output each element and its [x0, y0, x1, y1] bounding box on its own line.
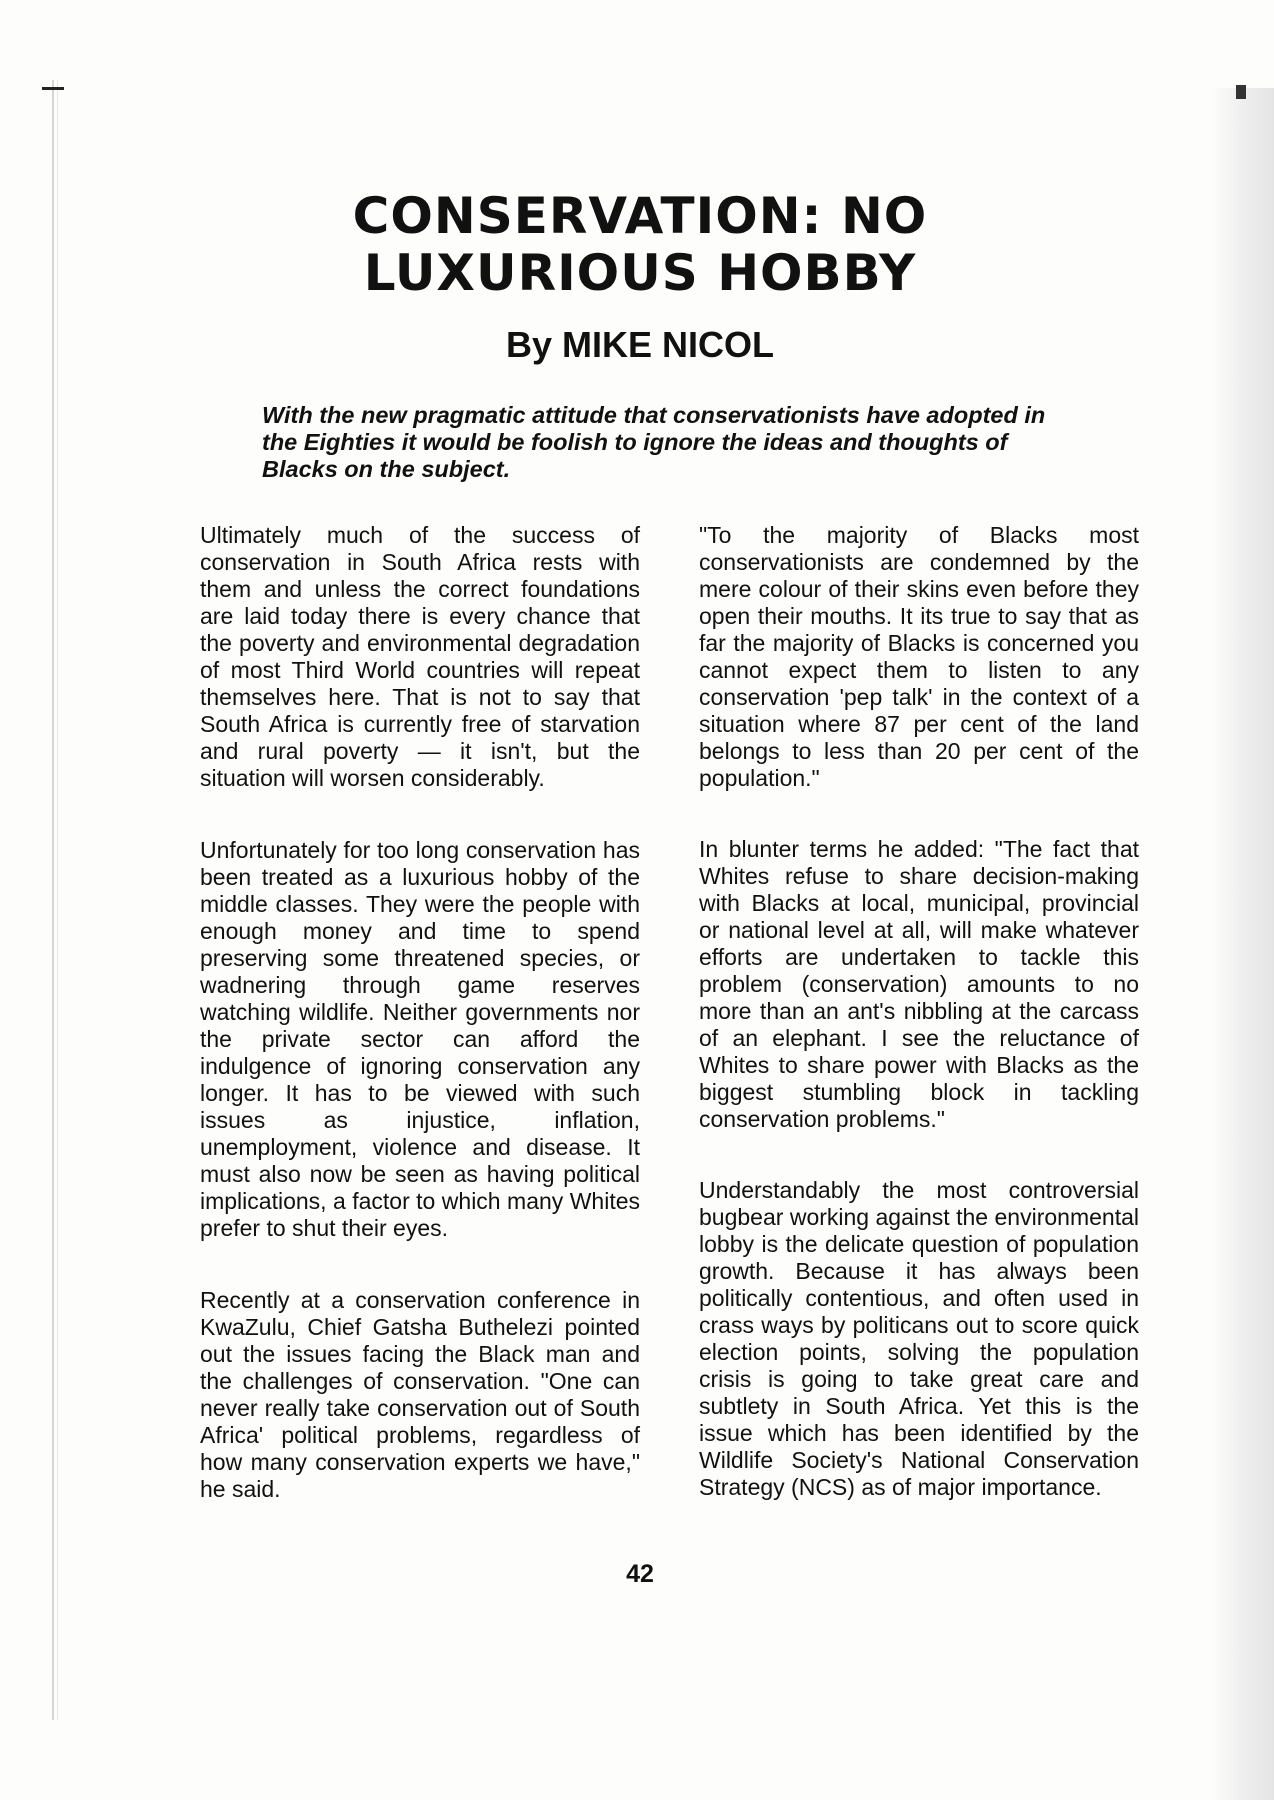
scan-edge-left — [52, 80, 54, 1720]
left-column — [200, 522, 640, 1503]
right-column — [699, 522, 1139, 1501]
scan-edge-left-inner — [57, 80, 58, 1720]
paragraph: In blunter terms he added: "The fact that Whites refuse to share decision-making with Blacks at local, municipal, provincial or national level at all, will make whatever efforts are undertaken to tackle this problem (conservation) amounts to no more than an ant's nibbling at the carcass of an elephant. I see the reluctance of Whites to share power with Blacks as the biggest stumbling block in tackling conservation problems." — [699, 836, 1139, 1132]
paragraph: Understandably the most controversial bugbear working against the environmental lobby is the delicate question of population growth. Because it has always been politically contentious, and often used in crass ways by politicans out to score quick election points, solving the population crisis is going to take great care and subtlety in South Africa. Yet this is the issue which has been identified by the Wildlife Society's National Conservation Strategy (NCS) as of major importance. — [699, 1177, 1139, 1500]
paragraph: "To the majority of Blacks most conservationists are condemned by the mere colour of their skins even before they open their mouths. It its true to say that as far the majority of Blacks is concerned you cannot expect them to listen to any conservation 'pep talk' in the context of a situation where 87 per cent of the land belongs to less than 20 per cent of the population." — [699, 522, 1139, 791]
article-byline: By MIKE NICOL — [505, 324, 774, 365]
paragraph: Unfortunately for too long conservation has been treated as a luxurious hobby of the middle classes. They were the people with enough money and time to spend preserving some threatened species, or wadnering through game reserves watching wildlife. Neither governments nor the private sector can afford the indulgence of ignoring conservation any longer. It has to be viewed with such issues as injustice, inflation, unemployment, violence and disease. It must also now be seen as having political implications, a factor to which many Whites prefer to shut their eyes. — [200, 837, 640, 1241]
paragraph: Ultimately much of the success of conservation in South Africa rests with them and unless the correct foundations are laid today there is every chance that the poverty and environmental degradation of most Third World countries will repeat themselves here. That is not to say that South Africa is currently free of starvation and rural poverty — it isn't, but the situation will worsen considerably. — [200, 522, 640, 791]
paragraph: Recently at a conservation conference in KwaZulu, Chief Gatsha Buthelezi pointed out the issues facing the Black man and the challenges of conservation. "One can never really take conservation out of South Africa' political problems, regardless of how many conservation experts we have," he said. — [200, 1287, 640, 1502]
scan-edge-right — [1210, 88, 1274, 1800]
article-title: CONSERVATION: NO LUXURIOUS HOBBY — [352, 187, 928, 302]
page-number: 42 — [626, 1560, 654, 1588]
scan-mark-left — [42, 87, 64, 90]
scan-mark-right — [1236, 85, 1246, 99]
article-standfirst: With the new pragmatic attitude that conservationists have adopted in the Eighties it would be foolish to ignore the ideas and thoughts of Blacks on the subject. — [262, 402, 1046, 482]
